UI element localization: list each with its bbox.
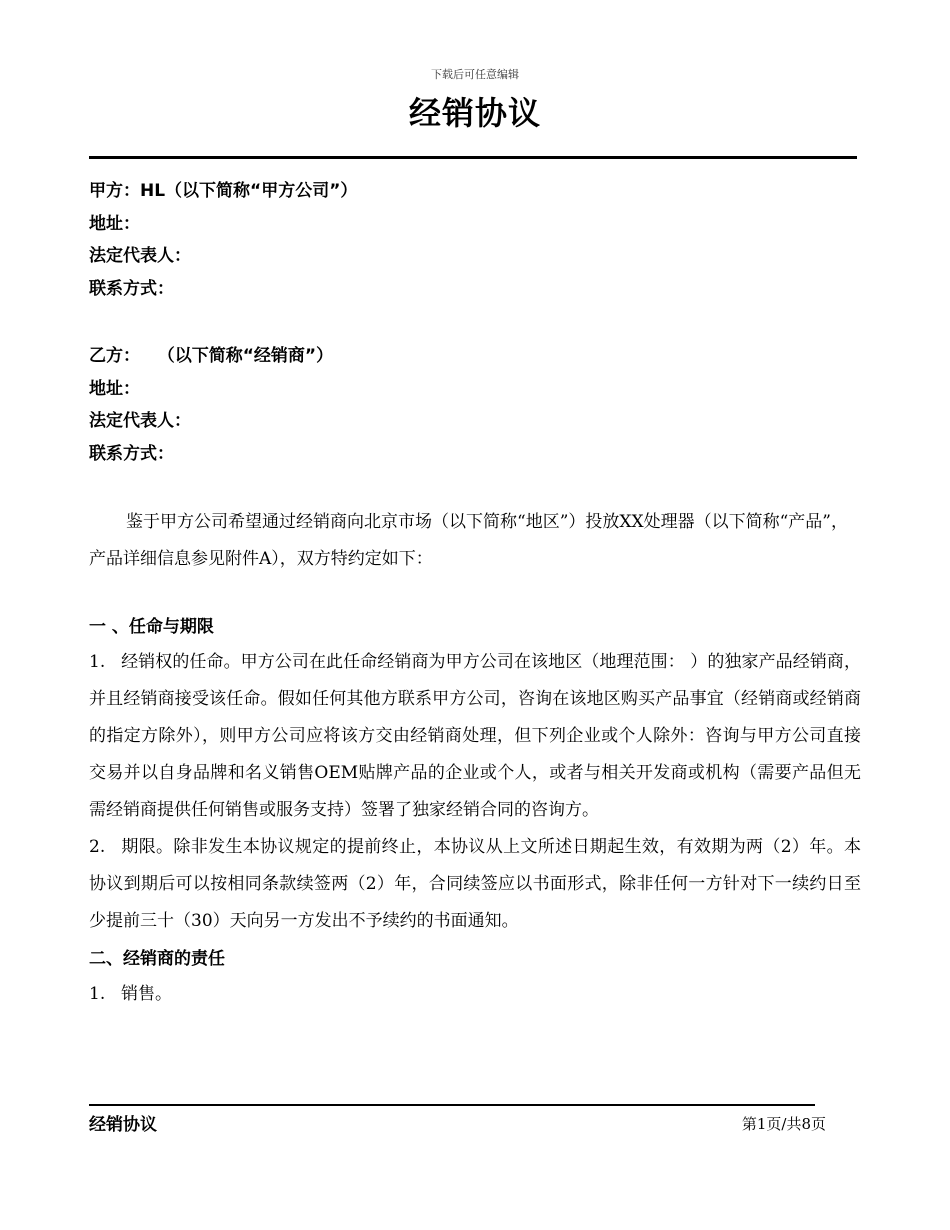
clause-paragraph [89, 829, 861, 940]
party-a-name: 甲方：HL（以下简称“甲方公司”） [89, 181, 358, 201]
clause-text: 期限。除非发生本协议规定的提前终止，本协议从上文所述日期起生效，有效期为两（2）年。本协议到期后可以按相同条款续签两（2）年，合同续签应以书面形式，除非任何一方针对下一续约日至少提前三十（30）天向另一方发出不予续约的书面通知。 [89, 837, 861, 931]
party-b-name: 乙方： （以下简称“经销商”） [89, 346, 334, 366]
footer-title: 经销协议 [89, 1115, 157, 1135]
intro-paragraph: 鉴于甲方公司希望通过经销商向北京市场（以下简称“地区”）投放XX处理器（以下简称“产品”，产品详细信息参见附件A），双方特约定如下： [89, 512, 848, 569]
sections [89, 610, 861, 1013]
clause-number: 2. [89, 837, 106, 857]
page-number: 第1页/共8页 [741, 1115, 826, 1133]
clause-number: 1. [89, 652, 106, 672]
clause-paragraph [89, 644, 861, 829]
clause-text: 销售。 [121, 984, 172, 1004]
section-heading-appointment: 一 、任命与期限 [89, 617, 214, 637]
title-divider [89, 156, 857, 159]
clause-number: 1. [89, 984, 106, 1004]
clause-text: 经销权的任命。甲方公司在此任命经销商为甲方公司在该地区（地理范围： ）的独家产品经销商，并且经销商接受该任命。假如任何其他方联系甲方公司，咨询在该地区购买产品事宜（经销商或经销商的指定方除外），则甲方公司应将该方交由经销商处理，但下列企业或个人除外：咨询与甲方公司直接交易并以自身品牌和名义销售OEM贴牌产品的企业或个人，或者与相关开发商或机构（需要产品但无需经销商提供任何销售或服务支持）签署了独家经销合同的咨询方。 [89, 652, 861, 820]
clause-paragraph [89, 976, 861, 1013]
party-a-block [89, 175, 859, 305]
party-b-address: 地址： [89, 378, 140, 399]
party-a-contact: 联系方式： [89, 278, 174, 299]
party-b-legal-rep: 法定代表人： [89, 411, 191, 431]
party-b-contact: 联系方式： [89, 443, 174, 464]
document-title: 经销协议 [408, 94, 541, 132]
footer-divider [89, 1104, 815, 1106]
header-note: 下载后可任意编辑 [431, 68, 519, 81]
party-a-address: 地址： [89, 213, 140, 234]
party-b-block [89, 340, 859, 470]
section-heading-distributor-duties: 二、经销商的责任 [89, 949, 225, 969]
party-a-legal-rep: 法定代表人： [89, 246, 191, 266]
